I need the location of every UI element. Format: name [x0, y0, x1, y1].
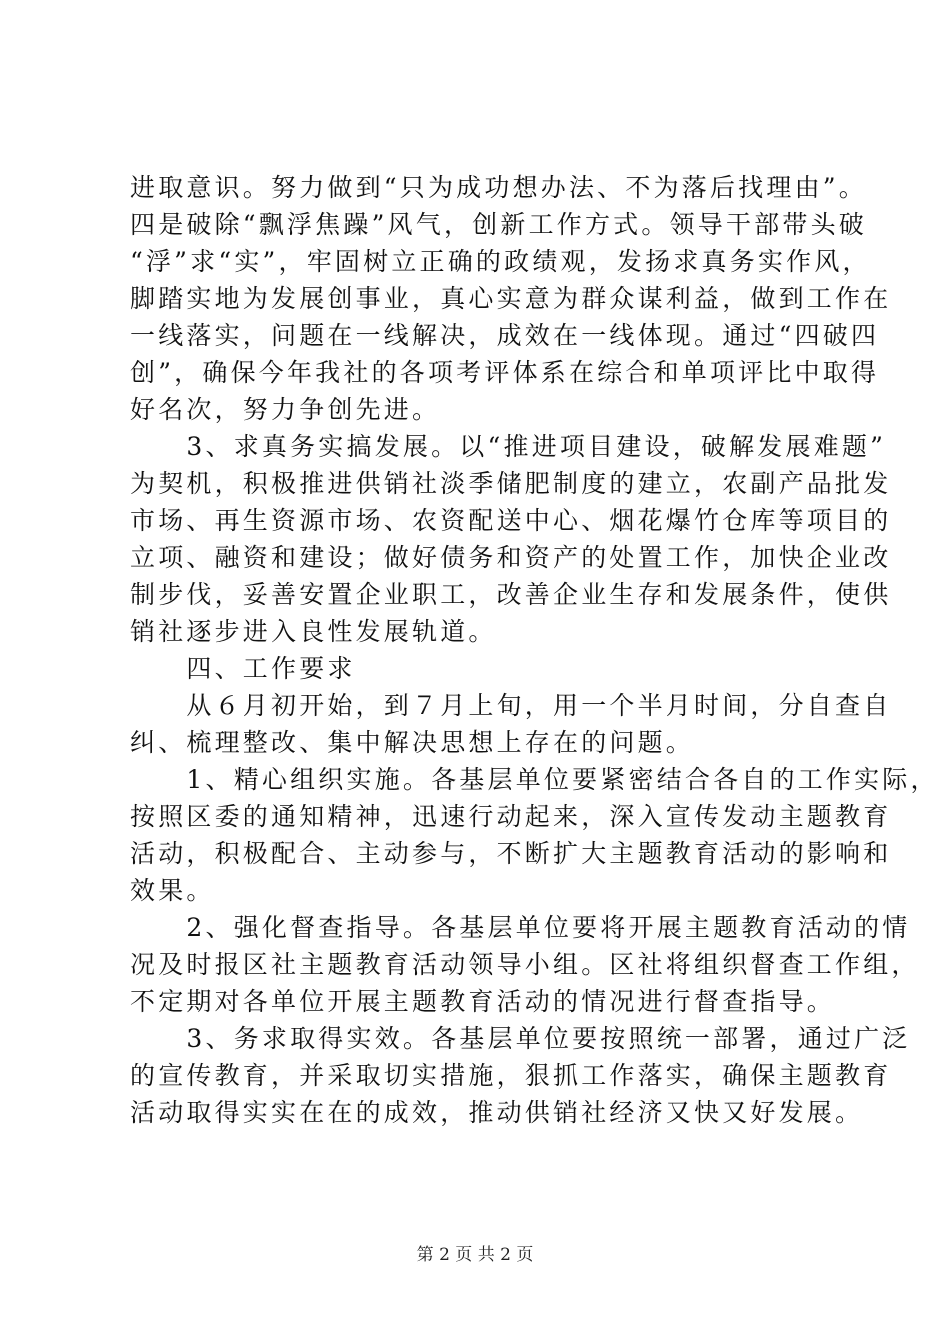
body-text-line: 进取意识。努力做到“只为成功想办法、不为落后找理由”。	[130, 173, 867, 202]
body-text-line: 的宣传教育，并采取切实措施，狠抓工作落实，确保主题教育	[130, 1061, 892, 1090]
body-text-line: 创”，确保今年我社的各项考评体系在综合和单项评比中取得	[130, 358, 880, 387]
body-text-line: 效果。	[130, 876, 215, 905]
body-text-line: 销社逐步进入良性发展轨道。	[130, 617, 497, 646]
body-text-line: 纠、梳理整改、集中解决思想上存在的问题。	[130, 728, 695, 757]
body-text-line: 脚踏实地为发展创事业，真心实意为群众谋利益，做到工作在	[130, 284, 892, 313]
body-text-line: 立项、融资和建设；做好债务和资产的处置工作，加快企业改	[130, 543, 892, 572]
body-text-line: 四是破除“飘浮焦躁”风气，创新工作方式。领导干部带头破	[130, 210, 867, 239]
body-text-line: 一线落实，问题在一线解决，成效在一线体现。通过“四破四	[130, 321, 880, 350]
body-text-line: 3、务求取得实效。各基层单位要按照统一部署，通过广泛	[130, 1024, 911, 1053]
body-text-line: 活动取得实实在在的成效，推动供销社经济又快又好发展。	[130, 1098, 864, 1127]
body-text-line: 从６月初开始，到７月上旬，用一个半月时间，分自查自	[130, 691, 892, 720]
body-text-line: 2、强化督查指导。各基层单位要将开展主题教育活动的情	[130, 913, 911, 942]
body-text-line: 3、求真务实搞发展。以“推进项目建设，破解发展难题”	[130, 432, 887, 461]
section-heading: 四、工作要求	[130, 654, 356, 683]
body-text-line: 1、精心组织实施。各基层单位要紧密结合各自的工作实际，	[130, 765, 939, 794]
body-text-line: 活动，积极配合、主动参与，不断扩大主题教育活动的影响和	[130, 839, 892, 868]
body-text-line: 不定期对各单位开展主题教育活动的情况进行督查指导。	[130, 987, 836, 1016]
body-text-line: 市场、再生资源市场、农资配送中心、烟花爆竹仓库等项目的	[130, 506, 892, 535]
page-number-footer: 第 2 页 共 2 页	[416, 1245, 534, 1265]
body-text-line: 好名次，努力争创先进。	[130, 395, 441, 424]
body-text-line: 为契机，积极推进供销社淡季储肥制度的建立，农副产品批发	[130, 469, 892, 498]
body-text-line: 制步伐，妥善安置企业职工，改善企业生存和发展条件，使供	[130, 580, 892, 609]
body-text-line: “浮”求“实”，牢固树立正确的政绩观，发扬求真务实作风，	[130, 247, 871, 276]
body-text-line: 况及时报区社主题教育活动领导小组。区社将组织督查工作组，	[130, 950, 920, 979]
body-text-line: 按照区委的通知精神，迅速行动起来，深入宣传发动主题教育	[130, 802, 892, 831]
